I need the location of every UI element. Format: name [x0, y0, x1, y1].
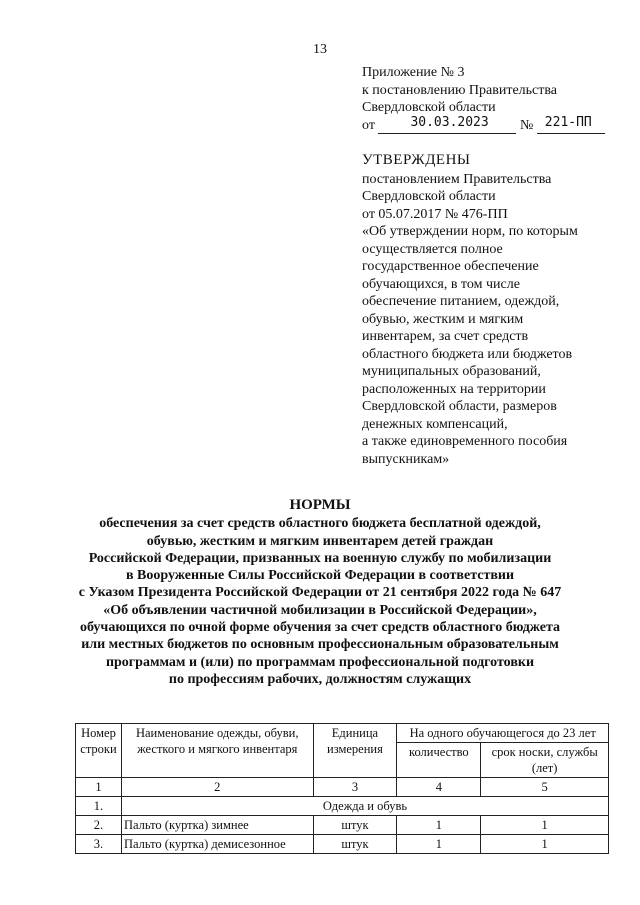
from-label: от: [362, 117, 375, 133]
row-number: 2.: [76, 816, 122, 835]
appendix-date-line: [362, 114, 605, 135]
approved-line: инвентарем, за счет средств: [362, 329, 529, 344]
section-number: 1.: [76, 797, 122, 816]
approved-line: «Об утверждении норм, по которым: [362, 224, 578, 239]
table-row: [76, 835, 609, 854]
appendix-line-3: Свердловской области: [362, 100, 496, 115]
heading-line: Российской Федерации, призванных на военную службу по мобилизации: [88, 550, 552, 566]
row-number: 3.: [76, 835, 122, 854]
document-heading: [40, 497, 600, 688]
heading-line: обеспечения за счет средств областного бюджета бесплатной одеждой,: [99, 516, 541, 532]
row-quantity: 1: [397, 816, 481, 835]
row-name: Пальто (куртка) демисезонное: [121, 835, 313, 854]
approved-line: расположенных на территории: [362, 381, 546, 397]
column-numbers-row: [76, 778, 609, 797]
approved-line: выпускникам»: [362, 451, 450, 467]
handwritten-number: 221-ПП: [544, 114, 592, 130]
approved-title: УТВЕРЖДЕНЫ: [362, 152, 471, 168]
norms-table: [75, 723, 609, 854]
heading-title: НОРМЫ: [289, 497, 351, 513]
heading-line: «Об объявлении частичной мобилизации в Российской Федерации»,: [103, 602, 537, 618]
heading-line: обувью, жестким и мягким инвентарем детей граждан: [146, 533, 494, 549]
heading-line: в Вооруженные Силы Российской Федерации в соответствии: [125, 568, 515, 584]
header-row-number: Номер строки: [76, 724, 122, 778]
row-quantity: 1: [397, 835, 481, 854]
approved-line: Свердловской области: [362, 189, 496, 204]
date-underline: [378, 114, 516, 134]
header-name: Наименование одежды, обуви, жесткого и мягкого инвентаря: [121, 724, 313, 778]
approved-line: обувью, жестким и мягким: [362, 311, 524, 327]
row-term: 1: [481, 816, 609, 835]
column-number: 2: [121, 778, 313, 797]
header-quantity: количество: [397, 743, 481, 778]
header-term: срок носки, службы (лет): [481, 743, 609, 778]
approved-line: денежных компенсаций,: [362, 416, 508, 432]
section-title: Одежда и обувь: [121, 797, 608, 816]
approved-line: муниципальных образований,: [362, 364, 541, 379]
heading-line: или местных бюджетов по основным профессиональным образовательным: [81, 637, 559, 653]
row-unit: штук: [313, 816, 397, 835]
column-number: 3: [313, 778, 397, 797]
heading-line: обучающихся по очной форме обучения за счет средств областного бюджета: [79, 620, 561, 636]
approved-line: Свердловской области, размеров: [362, 399, 557, 414]
header-group: На одного обучающегося до 23 лет: [397, 724, 609, 743]
page-number: 13: [313, 42, 327, 57]
number-underline: [537, 114, 605, 134]
column-number: 4: [397, 778, 481, 797]
header-unit: Единица измерения: [313, 724, 397, 778]
row-unit: штук: [313, 835, 397, 854]
appendix-block: [362, 64, 605, 134]
section-row: [76, 797, 609, 816]
approved-line: от 05.07.2017 № 476-ПП: [362, 206, 508, 222]
heading-line: с Указом Президента Российской Федерации от 21 сентября 2022 года № 647: [78, 585, 562, 601]
approved-line: постановлением Правительства: [362, 171, 552, 187]
approved-block: [362, 152, 612, 468]
appendix-line-1: Приложение № 3: [362, 65, 465, 80]
approved-line: государственное обеспечение: [362, 259, 539, 274]
row-term: 1: [481, 835, 609, 854]
handwritten-date: 30.03.2023: [410, 114, 489, 130]
row-name: Пальто (куртка) зимнее: [121, 816, 313, 835]
number-label: №: [519, 117, 534, 133]
approved-line: обучающихся, в том числе: [362, 276, 520, 292]
column-number: 1: [76, 778, 122, 797]
approved-line: областного бюджета или бюджетов: [362, 346, 573, 362]
column-number: 5: [481, 778, 609, 797]
appendix-line-2: к постановлению Правительства: [362, 82, 558, 98]
table-row: [76, 816, 609, 835]
approved-line: осуществляется полное: [362, 241, 503, 257]
table-header-row: [76, 724, 609, 743]
approved-line: обеспечение питанием, одеждой,: [362, 294, 560, 309]
heading-line: по профессиям рабочих, должностям служащих: [168, 671, 472, 687]
heading-line: программам и (или) по программам профессиональной подготовки: [105, 654, 535, 670]
approved-line: а также единовременного пособия: [362, 434, 568, 449]
